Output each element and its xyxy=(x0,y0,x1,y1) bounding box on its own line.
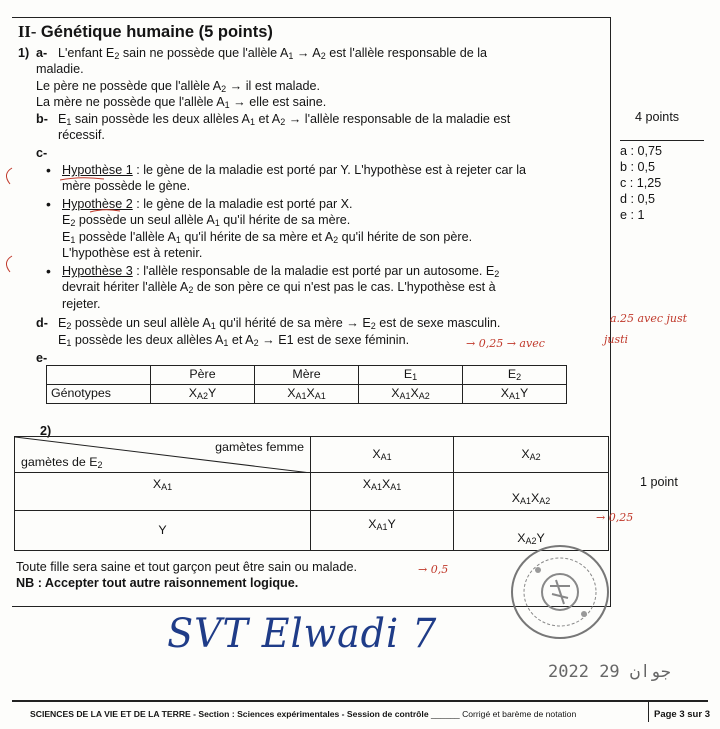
hypothesis-3-line2: devrait hériter l'allèle $A_2$ de son père ce qui n'est pas le cas. L'hypothèse est à xyxy=(62,280,496,295)
label-gametes-e2: gamètes de $E_2$ xyxy=(21,454,103,470)
gamete-table xyxy=(14,436,609,551)
hypothesis-2: • Hypothèse 2 : le gène de la maladie est porté par X. xyxy=(62,197,353,212)
q1d-line1: $E_2$ possède un seul allèle $A_1$ qu'il hérité de sa mère → $E_2$ est de sexe masculin. xyxy=(58,316,501,331)
q1a-line4: La mère ne possède que l'allèle $A_1$ → elle est saine. xyxy=(36,95,327,110)
cell-xa1-y: $X_{A1}Y$ xyxy=(311,511,454,551)
table-row xyxy=(47,366,567,385)
bareme-total-q2: 1 point xyxy=(640,475,678,489)
hypothesis-1: • Hypothèse 1 : le gène de la maladie est porté par Y. L'hypothèse est à rejeter car la xyxy=(62,163,526,178)
hypothesis-2-line2: $E_2$ possède un seul allèle $A_1$ qu'il hérite de sa mère. xyxy=(62,213,351,228)
q1d-line2: $E_1$ possède les deux allèles $A_1$ et $A_2 \to E1$ est de sexe féminin. xyxy=(58,333,410,348)
bareme-item-d: d : 0,5 xyxy=(620,192,656,206)
q1b-letter: b- xyxy=(36,112,48,126)
bareme-item-e: e : 1 xyxy=(620,208,645,222)
table-corner-cell xyxy=(47,366,151,385)
official-stamp xyxy=(506,540,614,644)
nb-text: NB : Accepter tout autre raisonnement logique. xyxy=(16,576,299,590)
row-head-y: Y xyxy=(15,511,311,551)
cell-xa2-y: $X_{A2}Y$ xyxy=(454,511,609,551)
table-row xyxy=(47,385,567,404)
q1a-line2: maladie. xyxy=(36,62,84,76)
page-number: Page 3 sur 3 xyxy=(654,709,710,720)
handwritten-note-4: → 0,25 xyxy=(596,511,634,524)
handwritten-margin-brackets xyxy=(0,160,14,280)
bareme-split-rule xyxy=(620,140,704,141)
header-e2: $E_2$ xyxy=(463,366,567,385)
header-e1: $E_1$ xyxy=(359,366,463,385)
footer-text: SCIENCES DE LA VIE ET DE LA TERRE - Section : Sciences expérimentales - Session de contrôle ______ Corrigé et barème de notation xyxy=(30,709,577,719)
hypothesis-3: • Hypothèse 3 : l'allèle responsable de la maladie est porté par un autosome. $E_2$ xyxy=(62,264,499,279)
table-row xyxy=(15,437,609,473)
handwritten-note-5: → 0,5 xyxy=(418,563,449,576)
handwritten-note-2: → 0,25 → avec xyxy=(466,337,545,350)
q1b-line2: récessif. xyxy=(58,128,105,142)
hypothesis-3-line3: rejeter. xyxy=(62,297,101,311)
q1b-line1: $E_1$ sain possède les deux allèles $A_1$ et $A_2$ → l'allèle responsable de la maladie est xyxy=(58,112,511,127)
hypothesis-2-line4: L'hypothèse est à retenir. xyxy=(62,246,203,260)
cell-xa1-xa1: $X_{A1}X_{A1}$ xyxy=(311,473,454,511)
header-mere: Mère xyxy=(255,366,359,385)
genotype-table xyxy=(46,365,567,404)
genotype-pere: $X_{A2}Y$ xyxy=(151,385,255,404)
row-head-xa1: $X_{A1}$ xyxy=(15,473,311,511)
col-head-xa2: $X_{A2}$ xyxy=(454,437,609,473)
stamp-date: 2022 جوان 29 xyxy=(548,662,671,682)
col-head-xa1: $X_{A1}$ xyxy=(311,437,454,473)
q1d-letter: d- xyxy=(36,316,48,330)
table-row xyxy=(15,473,609,511)
bareme-total-q1: 4 points xyxy=(635,110,680,124)
q1a-line3: Le père ne possède que l'allèle $A_2$ → il est malade. xyxy=(36,79,320,94)
handwritten-note-1: a.25 avec just xyxy=(610,312,688,325)
q1-number: 1) xyxy=(18,46,30,60)
footer-rule xyxy=(12,700,708,702)
bareme-item-a: a : 0,75 xyxy=(620,144,663,158)
hypothesis-1-line2: mère possède le gène. xyxy=(62,179,191,193)
section-title: II- Génétique humaine (5 points) xyxy=(18,22,273,41)
q1a-line1: L'enfant $E_2$ sain ne possède que l'allèle $A_1 \to A_2$ est l'allèle responsable de la xyxy=(58,46,488,61)
bareme-item-c: c : 1,25 xyxy=(620,176,662,190)
cell-xa1-xa2: $X_{A1}X_{A2}$ xyxy=(454,473,609,511)
bareme-item-b: b : 0,5 xyxy=(620,160,656,174)
hypothesis-2-line3: $E_1$ possède l'allèle $A_1$ qu'il hérite de sa mère et $A_2$ qu'il hérite de son père. xyxy=(62,230,473,245)
watermark-logo: SVT Elwadi 7 xyxy=(167,611,438,657)
handwritten-underlines xyxy=(60,176,210,216)
q1e-letter: e- xyxy=(36,351,48,365)
label-gametes-femme: gamètes femme xyxy=(215,440,304,454)
genotype-mere: $X_{A1}X_{A1}$ xyxy=(255,385,359,404)
q2-number: 2) xyxy=(40,424,52,438)
genotype-e1: $X_{A1}X_{A2}$ xyxy=(359,385,463,404)
q1a-letter: a- xyxy=(36,46,48,60)
row-label-genotypes: Génotypes xyxy=(47,385,151,404)
frame-top-rule xyxy=(12,17,610,18)
genotype-e2: $X_{A1}Y$ xyxy=(463,385,567,404)
frame-right-rule xyxy=(610,17,611,437)
q1c-letter: c- xyxy=(36,146,48,160)
conclusion-text: Toute fille sera saine et tout garçon peut être sain ou malade. xyxy=(16,560,357,574)
handwritten-note-3: justi xyxy=(604,333,629,346)
header-pere: Père xyxy=(151,366,255,385)
gamete-corner-cell xyxy=(15,437,311,473)
